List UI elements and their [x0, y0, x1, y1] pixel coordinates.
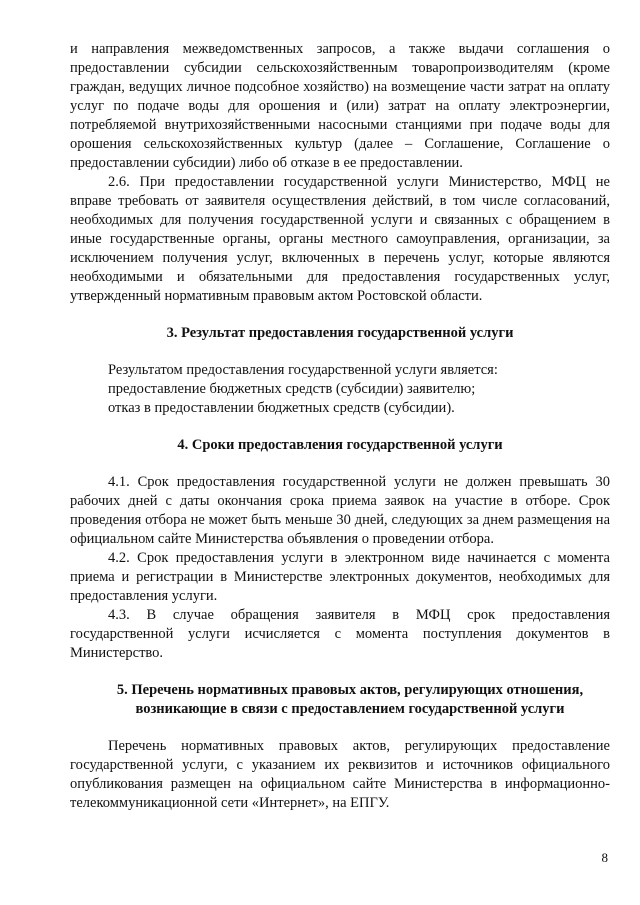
- spacer: [70, 663, 610, 681]
- paragraph-5-1: Перечень нормативных правовых актов, регулирующих предоставление государственной услуги, с указанием их реквизитов и источников официального опубликования размещен на официальном сайте Министерства в информационно-телекоммуникационной сети «Интернет», на ЕПГУ.: [70, 738, 610, 811]
- paragraph-4-1: 4.1. Срок предоставления государственной услуги не должен превышать 30 рабочих дней с даты окончания срока приема заявок на участие в отборе. Срок проведения отбора не может быть меньше 30 дней, следующих за днем размещения на официальном сайте Министерства объявления о проведении отбора.: [70, 474, 610, 547]
- section-3-line: отказ в предоставлении бюджетных средств (субсидии).: [108, 400, 455, 416]
- spacer: [70, 719, 610, 737]
- section-3-line: предоставление бюджетных средств (субсидии) заявителю;: [108, 381, 476, 397]
- section-3-heading: 3. Результат предоставления государственной услуги: [166, 325, 514, 341]
- paragraph-4-3: 4.3. В случае обращения заявителя в МФЦ срок предоставления государственной услуги исчисляется с момента поступления документов в Министерство.: [70, 607, 610, 661]
- section-4-heading: 4. Сроки предоставления государственной услуги: [177, 437, 503, 453]
- spacer: [70, 306, 610, 324]
- page-number: 8: [601, 850, 608, 865]
- section-3-line: Результатом предоставления государственной услуги является:: [108, 362, 498, 378]
- paragraph-2-6: 2.6. При предоставлении государственной услуги Министерство, МФЦ не вправе требовать от заявителя осуществления действий, в том числе согласований, необходимых для получения государственной услуги и связанных с обращением в иные государственные органы, органы местного самоуправления, организации, за исключением получения услуг, включенных в перечень услуг, которые являются необходимыми и обязательными для предоставления государственных услуг, утвержденный нормативным правовым актом Ростовской области.: [70, 174, 610, 304]
- section-5-heading-line-2: возникающие в связи с предоставлением государственной услуги: [135, 701, 565, 717]
- paragraph-4-2: 4.2. Срок предоставления услуги в электронном виде начинается с момента приема и регистрации в Министерстве электронных документов, необходимых для предоставления услуги.: [70, 550, 610, 604]
- spacer: [70, 455, 610, 473]
- section-5-heading-line-1: 5. Перечень нормативных правовых актов, регулирующих отношения,: [116, 682, 584, 698]
- continuation-paragraph: и направления межведомственных запросов, а также выдачи соглашения о предоставлении субсидии сельскохозяйственным товаропроизводителям (кроме граждан, ведущих личное подсобное хозяйство) на возмещение части затрат на оплату услуг по подаче воды для орошения и (или) затрат на оплату электроэнергии, потребляемой внутрихозяйственными насосными станциями при подаче воды для орошения сельскохозяйственных культур (далее – Соглашение, Соглашение о предоставлении субсидии) либо об отказе в ее предоставлении.: [70, 41, 610, 171]
- document-page: [70, 40, 610, 813]
- spacer: [70, 343, 610, 361]
- spacer: [70, 418, 610, 436]
